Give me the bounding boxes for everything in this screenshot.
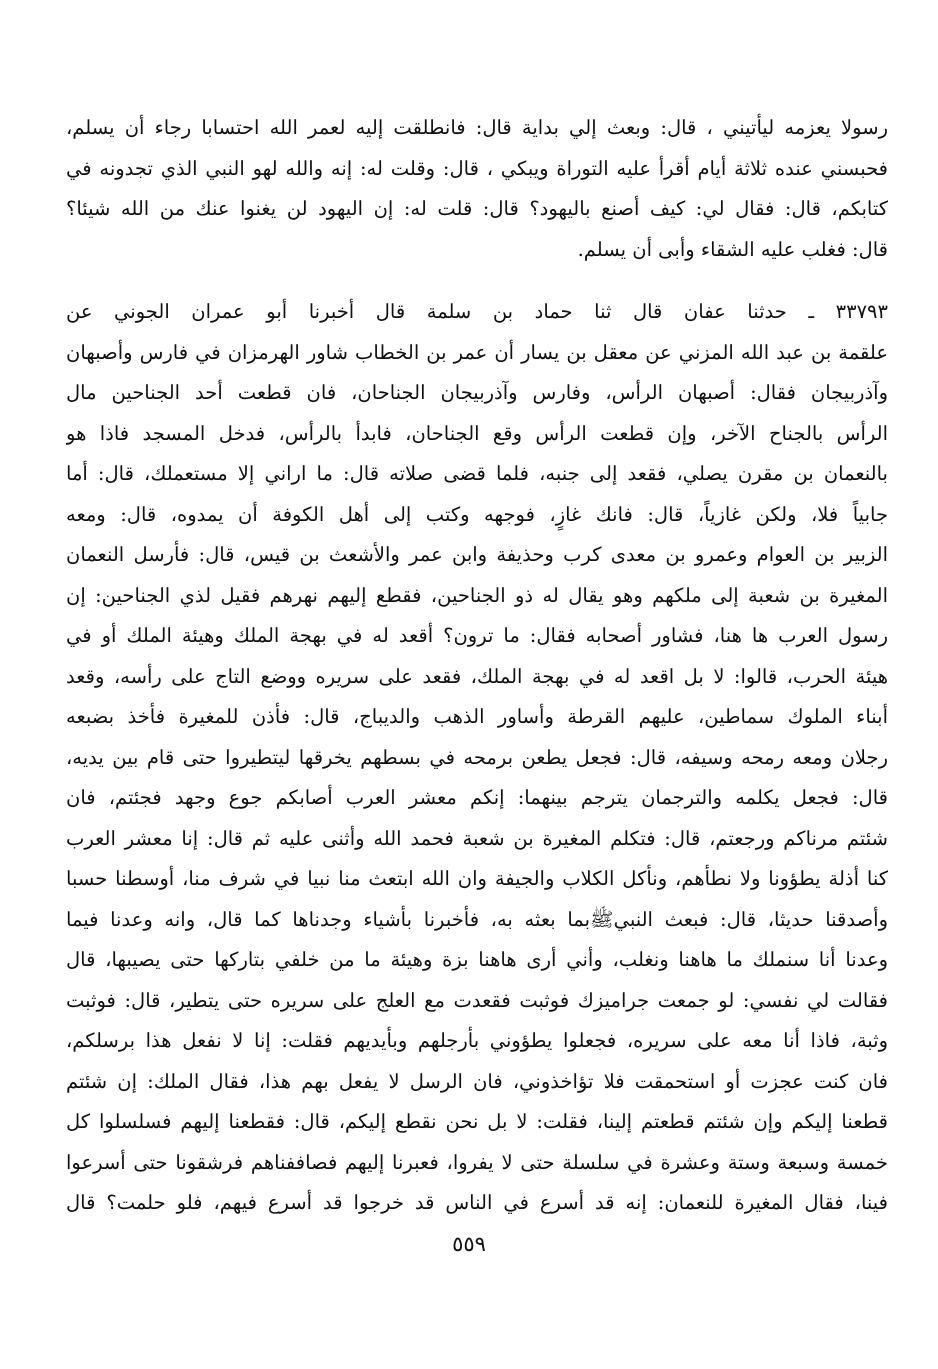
text-line: رجلان ومعه رمحه وسيفه، قال: فجعل يطعن برمحه في بسطهم يخرقها ليتطيروا حتى قام بين يديه،: [66, 745, 888, 769]
main-text: [66, 108, 888, 1224]
text-line: شئتم مرناكم ورجعتم، قال: فتكلم المغيرة بن شعبة فحمد الله وأثنى عليه ثم قال: إنا معشر العرب: [66, 826, 888, 850]
text-line: فقالت لي نفسي: لو جمعت جراميزك فوثبت فقعدت مع العلج على سريره حتى يتطير، قال: فوثبت: [66, 988, 888, 1012]
page-number: ٥٥٩: [452, 1232, 486, 1256]
text-line: ٣٣٧٩٣ ـ حدثنا عفان قال ثنا حماد بن سلمة قال أخبرنا أبو عمران الجوني عن: [66, 300, 888, 323]
text-line: قطعنا إليكم وإن شئتم قطعتم إلينا، فقلت: لا بل نحن نقطع إليكم، قال: فقطعنا إليهم فسلسلوا كل: [66, 1110, 888, 1133]
text-line: الرأس بالجناح الآخر، وإن قطعت الرأس وقع الجناحان، فابدأ بالرأس، فدخل المسجد فاذا هو: [66, 421, 888, 445]
text-line: فحبسني عنده ثلاثة أيام أقرأ عليه التوراة ويبكي ، قال: وقلت له: إنه والله لهو النبي الذي تجدونه في: [66, 156, 888, 180]
text-line: أبناء الملوك سماطين، عليهم القرطة وأساور الذهب والديباج، قال: فأذن للمغيرة فأخذ بضبعه: [66, 705, 888, 728]
text-line: قال: فجعل يكلمه والترجمان يترجم بينهما: إنكم معشر العرب أصابكم جوع وجهد فجئتم، فان: [66, 786, 888, 809]
text-line: فينا، فقال المغيرة للنعمان: إنه قد أسرع في الناس قد خرجوا قد أسرع فيهم، فلو حلمت؟ قال: [66, 1191, 888, 1214]
text-line: المغيرة بن شعبة إلى ملكهم وهو يقال له ذو الجناحين، فقطع إليهم نهرهم فقيل لذي الجناحين: إن: [66, 583, 888, 607]
text-line: كتابكم، قال: فقال لي: كيف أصنع باليهود؟ قال: قلت له: إن اليهود لن يغنوا عنك من الله شيئا؟: [66, 197, 888, 220]
text-line: قال: فغلب عليه الشقاء وأبى أن يسلم.: [577, 237, 888, 261]
paragraph-1: [66, 108, 888, 270]
text-line: وآذربيجان فقال: أصبهان الرأس، وفارس وآذربيجان الجناحان، فان قطعت أحد الجناحين مال: [66, 381, 888, 404]
text-line: رسولا يعزمه ليأتيني ، قال: وبعث إلي بداية قال: فانطلقت إليه لعمر الله احتسابا رجاء أن يسلم،: [66, 116, 888, 139]
text-line: وثبة، فاذا أنا معه على سريره، فجعلوا يطؤوني بأرجلهم وبأيديهم فقلت: إنا لا نفعل هذا برسلكم،: [66, 1029, 888, 1052]
text-line: جابياً فلا، ولكن غازياً، قال: فانك غازٍ، فوجهه وكتب إلى أهل الكوفة أن يمدوه، قال: ومعه: [66, 502, 888, 526]
text-line: فان كنت عجزت أو استحمقت فلا تؤاخذوني، فان الرسل لا يفعل بهم هذا، فقال الملك: إن شئتم: [66, 1069, 888, 1093]
text-line: وأصدقنا حديثا، قال: فبعث النبيﷺبما بعثه به، فأخبرنا بأشياء وجدناها كما قال، وانه وعدنا فيما: [66, 907, 888, 931]
text-line: بالنعمان بن مقرن يصلي، فقعد إلى جنبه، فلما قضى صلاته قال: ما اراني إلا مستعملك، قال: أما: [66, 462, 888, 485]
text-line: خمسة وسبعة وستة وعشرة في سلسلة حتى لا يفروا، فعبرنا إليهم فصاففناهم فرشقونا حتى أسرعوا: [66, 1150, 888, 1174]
text-line: علقمة بن عبد الله المزني عن معقل بن يسار أن عمر بن الخطاب شاور الهرمزان في فارس وأصبهان: [66, 340, 888, 364]
text-line: وعدنا أنا سنملك ما هاهنا ونغلب، وأني أرى هاهنا بزة وهيئة ما من خلفي بتاركها حتى يصيبها، قال: [66, 948, 888, 971]
text-line: هيئة الحرب، قالوا: لا بل اقعد له في بهجة الملك، فقعد على سريره ووضع التاج على رأسه، وقعد: [66, 664, 888, 688]
text-line: الزبير بن العوام وعمرو بن معدى كرب وحذيفة وابن عمر والأشعث بن قيس، قال: فأرسل النعمان: [66, 543, 888, 566]
text-line: رسول العرب ها هنا، فشاور أصحابه فقال: ما ترون؟ أقعد له في بهجة الملك وهيئة الملك أو في: [66, 624, 888, 647]
paragraph-2-hadith-33793: [66, 292, 888, 1224]
text-line: كنا أذلة يطؤونا ولا نطأهم، ونأكل الكلاب والجيفة وان الله ابتعث منا نبيا في شرف منا، أوسطنا حسبا: [66, 867, 888, 890]
paragraph-gap: [66, 270, 888, 292]
